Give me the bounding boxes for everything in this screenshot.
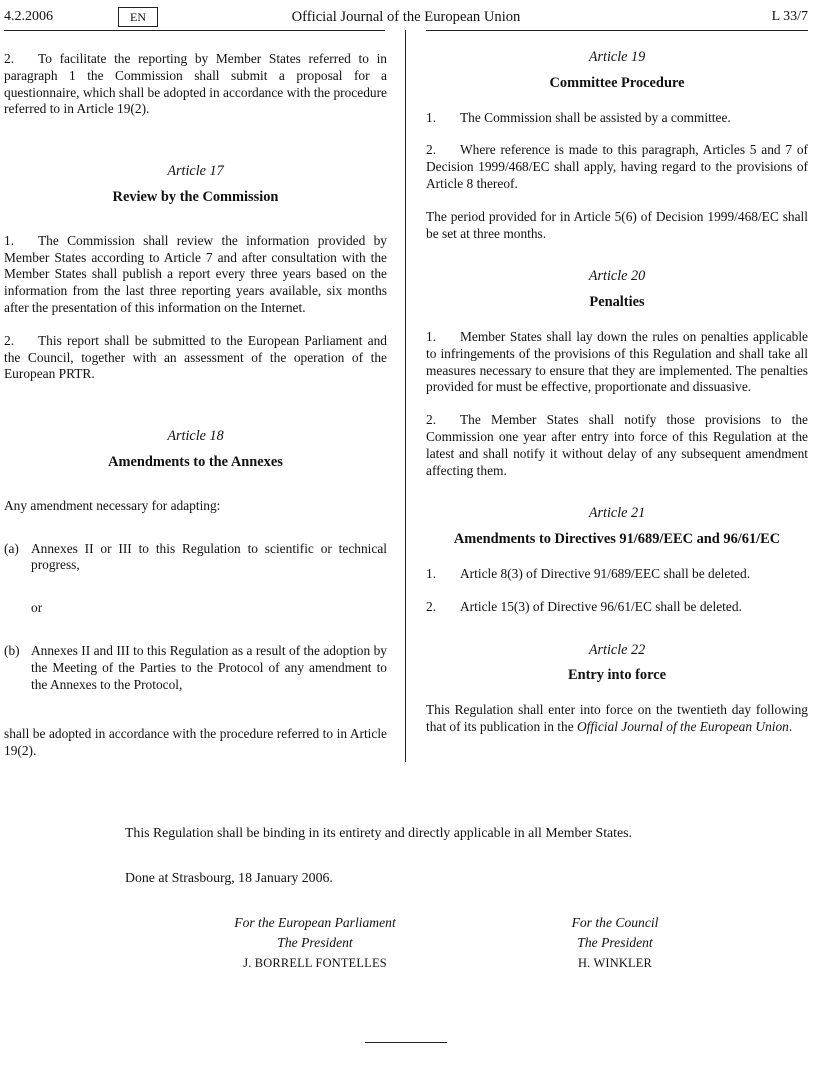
signature-council: [515, 913, 715, 973]
signature-parliament: [215, 913, 415, 973]
article-19-title: Article 19: [588, 49, 646, 65]
article-18-intro: Any amendment necessary for adapting:: [4, 497, 221, 513]
article-18-title: Article 18: [167, 428, 224, 445]
header-rule-right: [426, 30, 808, 31]
signature-role: The President: [577, 935, 653, 950]
right-column: [426, 49, 808, 736]
article-20-paragraph-1: 1. Member States shall lay down the rules on penalties applicable to infringements of the provisions of this Regulation and shall take all measures necessary to ensure that they are implemented. The penalties provided for must be effective, proportionate and dissuasive.: [426, 328, 808, 395]
end-rule: [365, 1042, 447, 1043]
header-rule-left: [4, 30, 385, 31]
article-19-paragraph-1: 1. The Commission shall be assisted by a committee.: [426, 109, 731, 125]
article-19-paragraph-2: 2. Where reference is made to this paragraph, Articles 5 and 7 of Decision 1999/468/EC shall apply, having regard to the provisions of Article 8 thereof.: [426, 142, 808, 191]
article-18-item-b: (b) Annexes II and III to this Regulation as a result of the adoption by the Meeting of the Parties to the Protocol of any amendment to the Annexes to the Protocol,: [4, 642, 387, 692]
signature-role: The President: [277, 935, 353, 950]
article-21-heading: Amendments to Directives 91/689/EEC and 96/61/EC: [453, 531, 781, 548]
article-17-paragraph-2: 2. This report shall be submitted to the European Parliament and the Council, together with an assessment of the operation of the European PRTR.: [4, 332, 387, 382]
left-column: [4, 51, 387, 760]
signature-name: J. BORRELL FONTELLES: [243, 956, 387, 970]
publication-date: 4.2.2006: [4, 9, 53, 24]
article-18-item-a: (a) Annexes II or III to this Regulation to scientific or technical progress,: [4, 540, 387, 573]
article-20-title: Article 20: [588, 268, 646, 285]
page-header: [4, 9, 808, 31]
article-22-heading: Entry into force: [567, 667, 667, 684]
article-20-paragraph-2: 2. The Member States shall notify those provisions to the Commission one year after entry into force of this Regulation at the latest and shall notify it without delay of any subsequent amendment affecting them.: [426, 412, 808, 478]
article-18-heading: Amendments to the Annexes: [108, 453, 283, 470]
signature-institution: For the Council: [571, 915, 659, 930]
column-divider: [405, 30, 406, 762]
journal-title: Official Journal of the European Union: [291, 9, 521, 25]
article-18-or: or: [31, 600, 43, 616]
article-22-title: Article 22: [588, 641, 646, 658]
signature-institution: For the European Parliament: [234, 915, 396, 930]
language-badge: EN: [118, 7, 158, 27]
done-at-line: Done at Strasbourg, 18 January 2006.: [125, 870, 333, 885]
article-21-paragraph-1: 1. Article 8(3) of Directive 91/689/EEC shall be deleted.: [426, 565, 751, 581]
article-20-heading: Penalties: [589, 294, 645, 311]
article-17-title: Article 17: [167, 163, 224, 180]
article-19-paragraph-3: The period provided for in Article 5(6) of Decision 1999/468/EC shall be set at three months.: [426, 208, 808, 241]
signature-name: H. WINKLER: [577, 956, 653, 970]
article-18-outro: shall be adopted in accordance with the procedure referred to in Article 19(2).: [4, 726, 387, 759]
binding-clause: This Regulation shall be binding in its entirety and directly applicable in all Member States.: [125, 825, 632, 840]
article-21-paragraph-2: 2. Article 15(3) of Directive 96/61/EC shall be deleted.: [426, 598, 742, 614]
article-17-paragraph-1: 1. The Commission shall review the information provided by Member States according to Article 7 and after consultation with the Member States shall publish a report every three years based on the information from the last three reporting years available, six months after the presentation of this information on the Internet.: [4, 232, 387, 315]
page-reference: L 33/7: [771, 9, 808, 24]
paragraph-continued: 2. To facilitate the reporting by Member States referred to in paragraph 1 the Commission shall submit a proposal for a questionnaire, which shall be adopted in accordance with the procedure referred to in Article 19(2).: [4, 51, 387, 117]
article-17-heading: Review by the Commission: [112, 188, 279, 205]
article-22-paragraph: This Regulation shall enter into force on the twentieth day following that of its publication in the Official Journal of the European Union.: [426, 702, 808, 734]
article-19-heading: Committee Procedure: [549, 74, 685, 91]
article-21-title: Article 21: [588, 505, 646, 522]
